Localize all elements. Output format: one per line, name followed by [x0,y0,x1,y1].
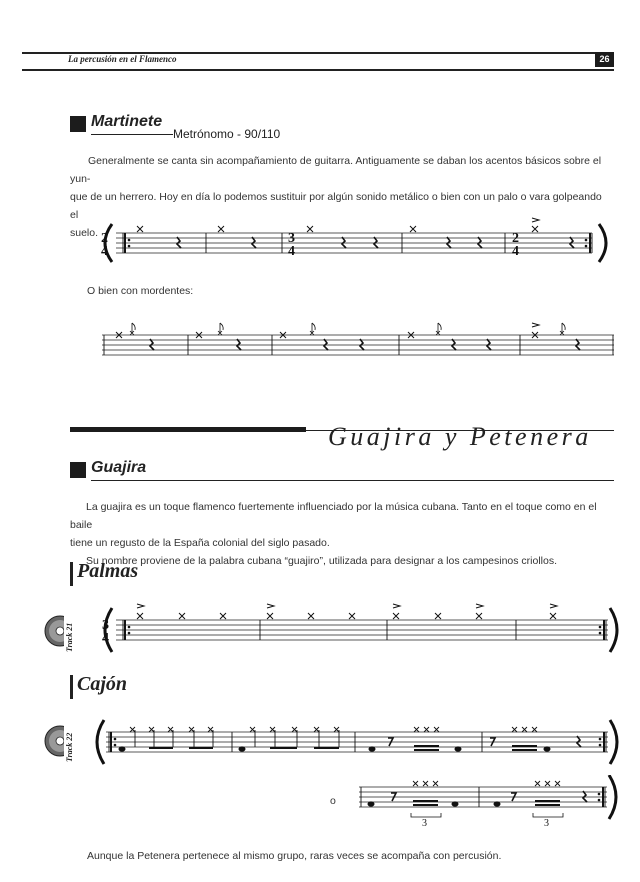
time-signature-bottom: 4 [101,244,108,259]
cd-track-icon [44,720,82,762]
martinete-paragraph-line-2: que de un herrero. Hoy en día lo podemos sustituir por algún sonido metálico o bien con un palo o vara golpeando el [70,191,602,221]
track-label: Track 21 [65,622,74,652]
guajira-paragraph-line-3: Su nombre proviene de la palabra cubana “guajiro”, utilizada para designar a los campesinos criollos. [86,555,558,567]
time-signature-bottom: 4 [512,244,519,259]
cd-track-icon [44,610,82,652]
time-signature-top: 2 [101,231,108,246]
triplet-number: 3 [422,818,427,829]
running-header-title: La percusión en el Flamenco [68,54,177,64]
cajon-heading: Cajón [77,673,128,695]
palmas-staff [92,600,622,658]
guajira-paragraph-line-2: tiene un regusto de la España colonial del siglo pasado. [70,537,330,549]
time-signature-top: 3 [288,231,295,246]
track-label: Track 22 [65,732,74,762]
palmas-heading-bar [70,562,73,586]
martinete-staff-1 [92,212,622,270]
cajon-staff [92,712,622,772]
martinete-paragraph-line-3: suelo. [70,227,99,239]
triplet-number: 3 [544,818,549,829]
guajira-heading: Guajira [91,459,147,476]
alternative-marker: o [330,795,336,807]
time-signature-top: 3 [102,618,109,633]
time-signature-bottom: 4 [102,631,109,646]
time-signature-top: 2 [512,231,519,246]
page-number: 26 [595,52,614,67]
mordentes-text: O bien con mordentes: [87,285,194,297]
chapter-title-bar [70,427,306,432]
time-signature-bottom: 4 [288,244,295,259]
chapter-title: Guajira y Petenera [328,422,592,451]
cajon-heading-bar [70,675,73,699]
section-bullet-square [70,462,86,478]
guajira-paragraph-line-1: La guajira es un toque flamenco fuertemente influenciado por la música cubana. Tanto en el toque como en el baile [70,501,597,531]
section-bullet-square [70,116,86,132]
martinete-staff-2 [92,315,622,370]
guajira-heading-rule [91,480,614,481]
closing-text: Aunque la Petenera pertenece al mismo grupo, raras veces se acompaña con percusión. [87,850,502,862]
martinete-heading: Martinete [91,113,163,130]
guajira-paragraph [70,498,610,570]
cajon-alternative-staff [355,775,625,830]
palmas-heading: Palmas [77,560,139,582]
metronome-text: Metrónomo - 90/110 [173,127,281,141]
martinete-heading-rule [91,134,173,135]
martinete-paragraph-line-1: Generalmente se canta sin acompañamiento de guitarra. Antiguamente se daban los acentos básicos sobre el yun- [70,155,602,185]
